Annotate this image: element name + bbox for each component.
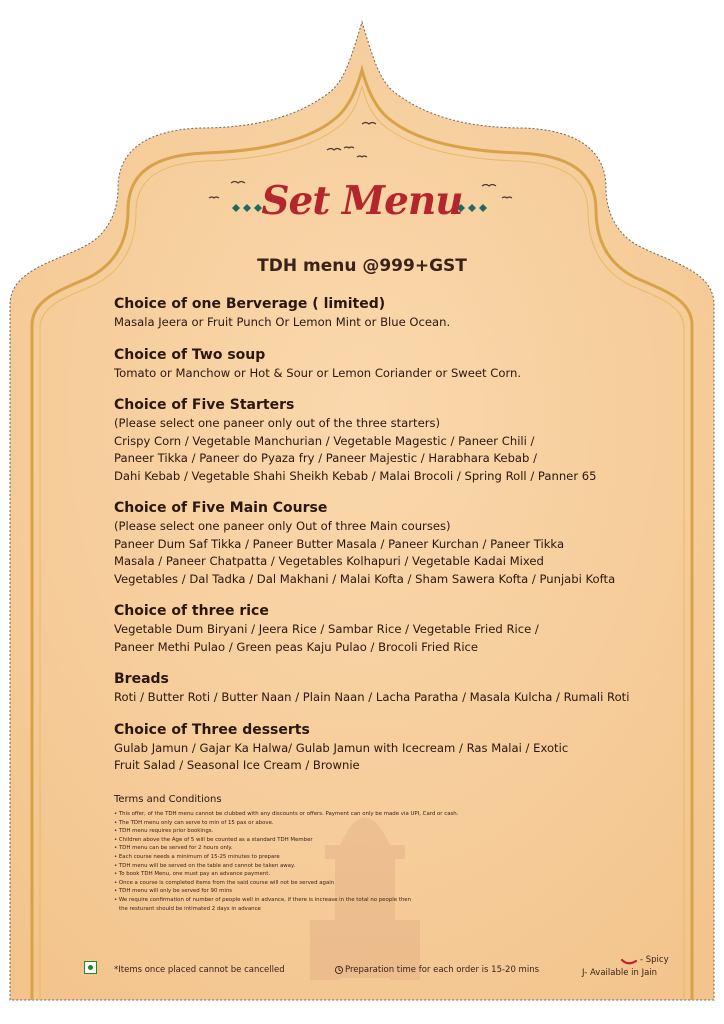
terms-item: • TDH menu will be served on the table and cannot be taken away. [114,862,296,869]
section-heading: Choice of Five Starters [114,397,295,413]
jain-legend: J- Available in Jain [582,968,658,978]
section-line: Vegetable Dum Biryani / Jeera Rice / Sambar Rice / Vegetable Fried Rice / [114,622,539,636]
section-heading: Choice of three rice [114,603,269,619]
section-line: Paneer Tikka / Paneer do Pyaza fry / Paneer Majestic / Harabhara Kebab / [114,451,537,465]
terms-item: • Once a course is completed items from the said course will not be served again [114,879,335,886]
section-main-course [114,500,684,588]
section-line: (Please select one paneer only Out of three Main courses) [114,519,451,533]
section-rice [114,603,684,656]
section-soup [114,347,684,383]
section-heading: Choice of Two soup [114,346,266,363]
veg-mark-icon [84,961,97,974]
section-line: Masala / Paneer Chatpatta / Vegetables Kolhapuri / Vegetable Kadai Mixed [114,554,544,568]
prep-note: Preparation time for each order is 15-20 mins [345,965,540,975]
terms-item: the resturant should be intimated 2 days in advance [119,905,261,912]
terms-block [114,794,534,913]
cancel-note: *Items once placed cannot be cancelled [114,965,285,975]
section-desserts [114,722,684,775]
menu-subtitle: TDH menu @999+GST [257,256,467,276]
terms-item: • To book TDH Menu, one must pay an advance payment. [114,871,271,878]
section-heading: Breads [114,671,169,687]
section-line: Gulab Jamun / Gajar Ka Halwa/ Gulab Jamun with Icecream / Ras Malai / Exotic [114,740,569,755]
terms-item: • TDH menu can be served for 2 hours only. [114,845,233,852]
terms-item: • Each course needs a minimum of 15-25 minutes to prepare [114,853,280,860]
menu-sections [114,296,684,790]
section-line: Masala Jeera or Fruit Punch Or Lemon Mint or Blue Ocean. [114,315,451,329]
terms-heading: Terms and Conditions [114,794,222,805]
terms-list [114,810,534,913]
terms-item: • TDH menu will only be served for 90 mins [114,888,233,895]
section-line: Paneer Dum Saf Tikka / Paneer Butter Masala / Paneer Kurchan / Paneer Tikka [114,536,565,551]
terms-item: • Children above the Age of 5 will be counted as a standard TDH Member [114,836,313,843]
section-line: Fruit Salad / Seasonal Ice Cream / Brownie [114,758,360,772]
section-beverage [114,296,684,332]
section-line: Tomato or Manchow or Hot & Sour or Lemon Coriander or Sweet Corn. [114,365,522,380]
section-breads [114,671,684,707]
section-line: (Please select one paneer only out of the three starters) [114,416,441,430]
spicy-legend: - Spicy [640,955,669,965]
section-heading: Choice of Five Main Course [114,500,328,516]
section-heading: Choice of Three desserts [114,721,310,738]
terms-item: • The TDH menu only can serve to min of 15 pax or above. [114,819,274,826]
terms-item: • TDH menu requires prior bookings. [114,828,214,835]
section-heading: Choice of one Berverage ( limited) [114,296,386,312]
terms-item: • We require confirmation of number of people well in advance, if there is increase in the total no people then [114,896,412,903]
section-line: Dahi Kebab / Vegetable Shahi Sheikh Kebab / Malai Brocoli / Spring Roll / Panner 65 [114,468,597,483]
menu-title: Set Menu [261,178,463,224]
section-line: Roti / Butter Roti / Butter Naan / Plain Naan / Lacha Paratha / Masala Kulcha / Rumali Roti [114,690,630,704]
terms-item: • This offer, of the TDH menu cannot be clubbed with any discounts or offers. Payment can only be made via UPI, Card or cash. [114,811,459,817]
section-line: Crispy Corn / Vegetable Manchurian / Vegetable Magestic / Paneer Chili / [114,433,535,448]
section-starters [114,397,684,485]
section-line: Vegetables / Dal Tadka / Dal Makhani / Malai Kofta / Sham Sawera Kofta / Punjabi Kofta [114,571,616,586]
section-line: Paneer Methi Pulao / Green peas Kaju Pulao / Brocoli Fried Rice [114,639,479,654]
